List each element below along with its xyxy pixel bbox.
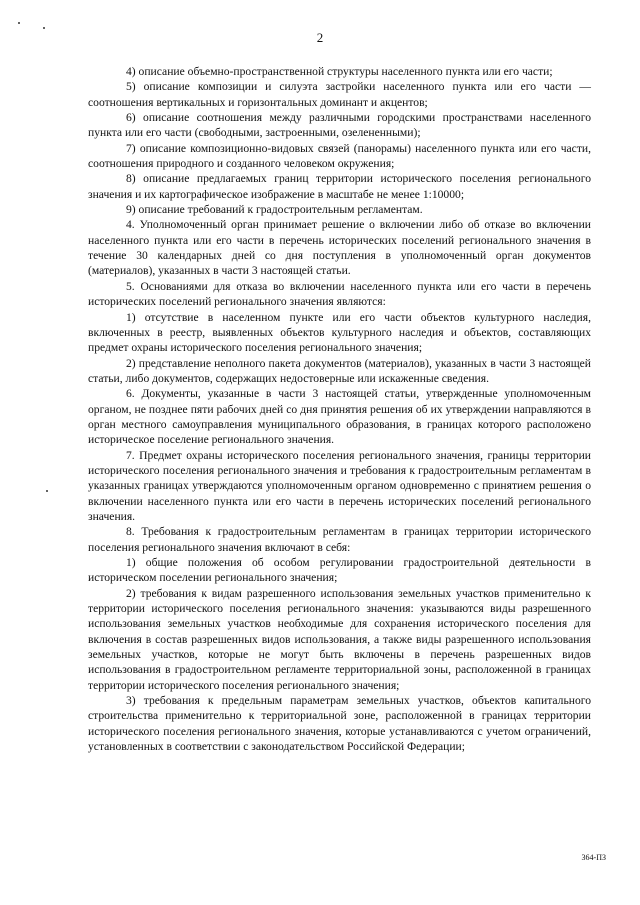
paragraph: 2) требования к видам разрешенного использования земельных участков применительно к территории исторического поселения регионального значения: указываются виды разрешенного использования земельных участков необходимые для сохранения исторического поселения для включения в состав разрешенных видов использования, а также виды разрешенного использования земельных участков, которые не могут быть включены в перечень разрешенных видов использования в градостроительном регламенте территориальной зоны, расположенной в границах территории исторического поселения регионального значения; <box>88 586 591 692</box>
paragraph: 2) представление неполного пакета документов (материалов), указанных в части 3 настоящей статьи, либо документов, содержащих недостоверные или искаженные сведения. <box>88 356 591 385</box>
paragraph: 7) описание композиционно-видовых связей (панорамы) населенного пункта или его части, соотношения природного и созданного человеком окружения; <box>88 141 591 171</box>
speck-2 <box>43 27 45 29</box>
paragraph: 1) общие положения об особом регулировании градостроительной деятельности в историческом поселении регионального значения; <box>88 556 591 585</box>
speck-1 <box>18 22 20 24</box>
speck-3 <box>46 490 48 492</box>
paragraph: 3) требования к предельным параметрам земельных участков, объектов капитального строительства применительно к территориальной зоне, расположенной в границах территории исторического поселения регионального значения, которые устанавливаются с учетом ограничений, установленных в соответствии с законодательством Российской Федерации; <box>88 694 591 754</box>
footer-code: 364-ПЗ <box>581 853 606 862</box>
paragraph: 4) описание объемно-пространственной структуры населенного пункта или его части; <box>126 65 553 78</box>
paragraph: 8. Требования к градостроительным регламентам в границах территории исторического поселения регионального значения включают в себя: <box>88 525 591 554</box>
paragraph: 7. Предмет охраны исторического поселения регионального значения, границы территории исторического поселения регионального значения и требования к градостроительным регламентам в указанных границах утверждаются уполномоченным органом одновременно с принятием решения о включении населенного пункта или его части в перечень исторических поселений регионального значения. <box>88 448 591 523</box>
paragraph: 9) описание требований к градостроительным регламентам. <box>126 203 423 217</box>
paragraph: 6. Документы, указанные в части 3 настоящей статьи, утвержденные уполномоченным органом, не позднее пяти рабочих дней со дня принятия решения об их утверждении направляются в орган местного самоуправления муниципального образования, в границах которого расположено историческое поселение регионального значения. <box>88 387 591 447</box>
paragraph: 5) описание композиции и силуэта застройки населенного пункта или его части — соотношения вертикальных и горизонтальных доминант и акцентов; <box>88 80 591 109</box>
paragraph: 8) описание предлагаемых границ территории исторического поселения регионального значения и их картографическое изображение в масштабе не менее 1:10000; <box>88 172 591 201</box>
paragraph: 4. Уполномоченный орган принимает решение о включении либо об отказе во включении населенного пункта или его части в перечень исторических поселений регионального значения в течение 30 календарных дней со дня поступления в уполномоченный орган документов (материалов), указанных в части 3 настоящей статьи. <box>88 218 591 278</box>
paragraph: 1) отсутствие в населенном пункте или его части объектов культурного наследия, включенных в реестр, выявленных объектов культурного наследия и объектов, составляющих предмет охраны исторического поселения регионального значения; <box>88 310 591 355</box>
page-number: 2 <box>316 30 324 45</box>
document-body <box>88 64 591 754</box>
paragraph: 6) описание соотношения между различными городскими пространствами населенного пункта или его части (свободными, застроенными, озелененными); <box>88 111 591 140</box>
paragraph: 5. Основаниями для отказа во включении населенного пункта или его части в перечень исторических поселений регионального значения являются: <box>88 279 591 309</box>
